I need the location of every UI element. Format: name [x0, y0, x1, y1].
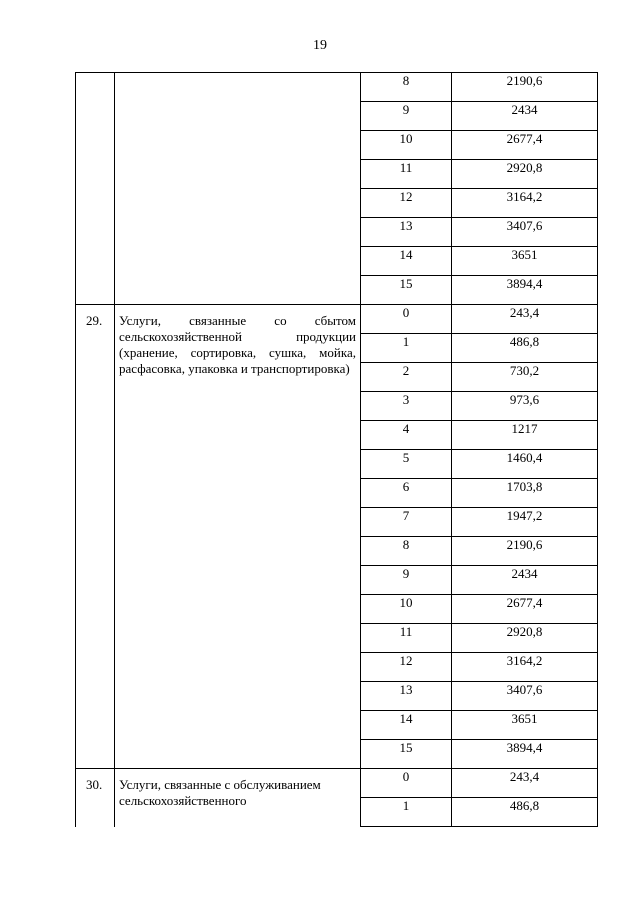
code-cell: 15 [361, 740, 452, 769]
value-cell: 1460,4 [452, 450, 598, 479]
code-cell: 12 [361, 189, 452, 218]
code-cell: 5 [361, 450, 452, 479]
code-cell: 11 [361, 160, 452, 189]
table-row [76, 73, 598, 102]
value-cell: 3651 [452, 247, 598, 276]
value-cell: 3894,4 [452, 740, 598, 769]
code-cell: 1 [361, 798, 452, 827]
code-cell: 14 [361, 711, 452, 740]
page-number: 19 [313, 38, 327, 53]
code-cell: 4 [361, 421, 452, 450]
item-number-cell [76, 305, 115, 769]
code-cell: 10 [361, 131, 452, 160]
value-cell: 1947,2 [452, 508, 598, 537]
code-cell: 9 [361, 102, 452, 131]
item-number-cell [76, 769, 115, 827]
service-name: Услуги, связанные с обслуживанием сельскохозяйственного [119, 777, 321, 808]
value-cell: 3407,6 [452, 682, 598, 711]
value-cell: 3164,2 [452, 653, 598, 682]
value-cell: 2190,6 [452, 537, 598, 566]
item-number: 30. [86, 777, 103, 792]
code-cell: 9 [361, 566, 452, 595]
service-name-cell [115, 769, 361, 827]
code-cell: 11 [361, 624, 452, 653]
value-cell: 486,8 [452, 334, 598, 363]
code-cell: 0 [361, 305, 452, 334]
code-cell: 12 [361, 653, 452, 682]
value-cell: 2434 [452, 566, 598, 595]
code-cell: 3 [361, 392, 452, 421]
code-cell: 2 [361, 363, 452, 392]
code-cell: 8 [361, 537, 452, 566]
service-name-cell [115, 73, 361, 305]
tariff-table [75, 72, 598, 827]
item-number-cell [76, 73, 115, 305]
value-cell: 973,6 [452, 392, 598, 421]
code-cell: 10 [361, 595, 452, 624]
code-cell: 0 [361, 769, 452, 798]
value-cell: 2920,8 [452, 624, 598, 653]
value-cell: 2677,4 [452, 131, 598, 160]
value-cell: 730,2 [452, 363, 598, 392]
value-cell: 2677,4 [452, 595, 598, 624]
value-cell: 2190,6 [452, 73, 598, 102]
code-cell: 6 [361, 479, 452, 508]
value-cell: 243,4 [452, 305, 598, 334]
value-cell: 486,8 [452, 798, 598, 827]
value-cell: 3164,2 [452, 189, 598, 218]
value-cell: 1217 [452, 421, 598, 450]
value-cell: 3407,6 [452, 218, 598, 247]
value-cell: 2920,8 [452, 160, 598, 189]
code-cell: 8 [361, 73, 452, 102]
code-cell: 13 [361, 682, 452, 711]
code-cell: 13 [361, 218, 452, 247]
service-name-cell [115, 305, 361, 769]
value-cell: 243,4 [452, 769, 598, 798]
code-cell: 14 [361, 247, 452, 276]
code-cell: 15 [361, 276, 452, 305]
table-row [76, 769, 598, 798]
value-cell: 2434 [452, 102, 598, 131]
value-cell: 3651 [452, 711, 598, 740]
service-name: Услуги, связанные со сбытом сельскохозяйственной продукции (хранение, сортировка, сушка, мойка, расфасовка, упаковка и транспортировка) [119, 313, 356, 376]
code-cell: 1 [361, 334, 452, 363]
table-row [76, 305, 598, 334]
value-cell: 3894,4 [452, 276, 598, 305]
code-cell: 7 [361, 508, 452, 537]
item-number: 29. [86, 313, 103, 328]
value-cell: 1703,8 [452, 479, 598, 508]
